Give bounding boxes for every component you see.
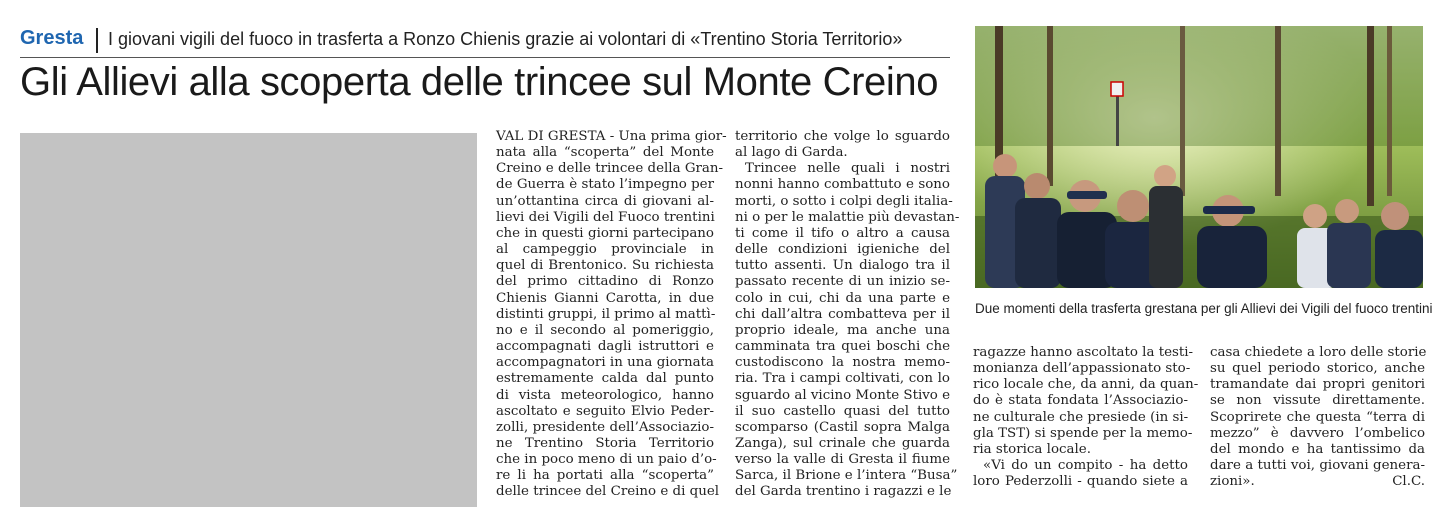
article-line: custodiscono la nostra memo- bbox=[735, 355, 950, 371]
forest-group-photo-icon bbox=[975, 26, 1423, 288]
article-column-2 bbox=[735, 129, 960, 501]
article-line: quel di Brentonico. Su richiesta bbox=[496, 258, 714, 274]
article-line: loro Pederzolli - quando siete a bbox=[973, 474, 1188, 490]
article-line: delle condizioni igieniche del bbox=[735, 242, 950, 258]
article-line: nonni hanno combattuto e sono bbox=[735, 177, 950, 193]
article-line: colo in cui, chi da una parte e bbox=[735, 290, 950, 306]
kicker bbox=[20, 27, 950, 58]
article-line: verso la valle di Gresta il fiume bbox=[735, 452, 950, 468]
article-line: zolli, presidente dell’Associazio- bbox=[496, 419, 714, 435]
article-line: casa chiedete a loro delle storie bbox=[1210, 345, 1427, 360]
article-line: se non vissute direttamente. bbox=[1210, 393, 1425, 409]
article-line: Creino e delle trincee della Gran- bbox=[496, 161, 724, 177]
article-line: tutto assenti. Un dialogo tra il bbox=[735, 258, 950, 274]
article-line: dare a tutti voi, giovani genera- bbox=[1210, 458, 1425, 474]
article-line: de Guerra è stato l’impegno per bbox=[496, 177, 714, 193]
article-line: che in questi giorni partecipano bbox=[496, 225, 714, 241]
article-column-4 bbox=[1210, 345, 1425, 490]
kicker-text: I giovani vigili del fuoco in trasferta a Ronzo Chienis grazie ai volontari di «Trentino Storia Territorio» bbox=[108, 29, 903, 49]
article-line: chi dall’altra combatteva per il bbox=[735, 306, 950, 322]
photo-placeholder bbox=[20, 133, 477, 507]
article-line: VAL DI GRESTA - Una prima gior- bbox=[496, 129, 727, 144]
headline: Gli Allievi alla scoperta delle trincee sul Monte Creino bbox=[20, 60, 939, 104]
article-line: Chienis Gianni Carotta, in due bbox=[496, 290, 714, 306]
article-line: camminata tra quei boschi che bbox=[735, 339, 950, 355]
article-line: nata alla “scoperta” del Monte bbox=[496, 145, 714, 161]
article-line: no e il secondo al pomeriggio, bbox=[496, 322, 714, 338]
article-line: che in poco meno di un paio d’o- bbox=[496, 452, 717, 468]
article-line: mezzo” è davvero l’ombelico bbox=[1210, 425, 1425, 441]
article-line: gla TST) si spende per la memo- bbox=[973, 425, 1193, 441]
article-line: ne culturale che presiede (in si- bbox=[973, 409, 1189, 425]
article-line: ti come il tifo o altro a causa bbox=[735, 225, 950, 241]
kicker-divider bbox=[96, 28, 98, 53]
article-line: Scoprirete che questa “terra di bbox=[1210, 409, 1425, 425]
article-line: di vista meteorologico, hanno bbox=[496, 387, 714, 403]
article-line: proprio ideale, ma anche una bbox=[735, 322, 950, 338]
article-line: del mondo e ha tantissimo da bbox=[1210, 441, 1425, 457]
article-column-1 bbox=[496, 129, 727, 501]
article-line: il suo castello quasi del tutto bbox=[735, 403, 950, 419]
article-column-3 bbox=[973, 345, 1199, 490]
article-line: ne Trentino Storia Territorio bbox=[496, 435, 714, 451]
article-line: re li ha portati alla “scoperta” bbox=[496, 468, 714, 484]
article-line: sguardo al vicino Monte Stivo e bbox=[735, 387, 951, 403]
article-line: ria. Tra i campi coltivati, con lo bbox=[735, 371, 950, 387]
dateline: VAL DI GRESTA - bbox=[496, 129, 615, 144]
article-line: ni o per le malattie più devastan- bbox=[735, 209, 960, 225]
article-line: scomparso (Castil sopra Malga bbox=[735, 419, 950, 435]
article-line: al campeggio provinciale in bbox=[496, 242, 714, 258]
article-line: ria storica locale. bbox=[973, 441, 1091, 457]
article-line: estremamente calda dal punto bbox=[496, 371, 714, 387]
article-line: morti, o sotto i colpi degli italia- bbox=[735, 193, 953, 209]
article-line: rico locale che, da anni, da quan- bbox=[973, 377, 1199, 393]
article-line: accompagnatori in una giornata bbox=[496, 355, 714, 371]
article-line: «Vi do un compito - ha detto bbox=[983, 458, 1188, 474]
article-line: Trincee nelle quali i nostri bbox=[745, 161, 950, 177]
article-line: accompagnati dagli istruttori e bbox=[496, 339, 714, 355]
article-line: tramandate dai propri genitori bbox=[1210, 377, 1425, 393]
article-line: Sarca, il Brione e l’intera “Busa” bbox=[735, 468, 958, 484]
article-line: delle trincee del Creino e di quel bbox=[496, 484, 720, 500]
photo-caption: Due momenti della trasferta grestana per gli Allievi dei Vigili del fuoco trentini bbox=[975, 301, 1433, 316]
article-line: ascoltato e seguito Elvio Peder- bbox=[496, 403, 714, 419]
article-line: un’ottantina circa di giovani al- bbox=[496, 193, 714, 209]
author-signature: Cl.C. bbox=[1392, 474, 1425, 490]
article-line: zioni». Cl.C. bbox=[1210, 474, 1425, 490]
article-line: monianza dell’appassionato sto- bbox=[973, 361, 1191, 377]
article-line: del Garda trentino i ragazzi e le bbox=[735, 484, 952, 500]
article-line: al lago di Garda. bbox=[735, 145, 848, 161]
article-line: distinti gruppi, il primo al mattì- bbox=[496, 306, 716, 322]
section-label: Gresta bbox=[20, 27, 84, 49]
article-line: su quel periodo storico, anche bbox=[1210, 361, 1425, 377]
article-line: del primo cittadino di Ronzo bbox=[496, 274, 714, 290]
article-line: Zanga), sul crinale che guarda bbox=[735, 435, 950, 451]
article-line: lievi dei Vigili del Fuoco trentini bbox=[496, 209, 715, 225]
article-line: do è stata fondata l’Associazio- bbox=[973, 393, 1188, 409]
article-line: territorio che volge lo sguardo bbox=[735, 129, 950, 144]
article-line: ragazze hanno ascoltato la testi- bbox=[973, 345, 1194, 360]
article-line: passato recente di un inizio se- bbox=[735, 274, 950, 290]
group-photo bbox=[975, 26, 1423, 288]
